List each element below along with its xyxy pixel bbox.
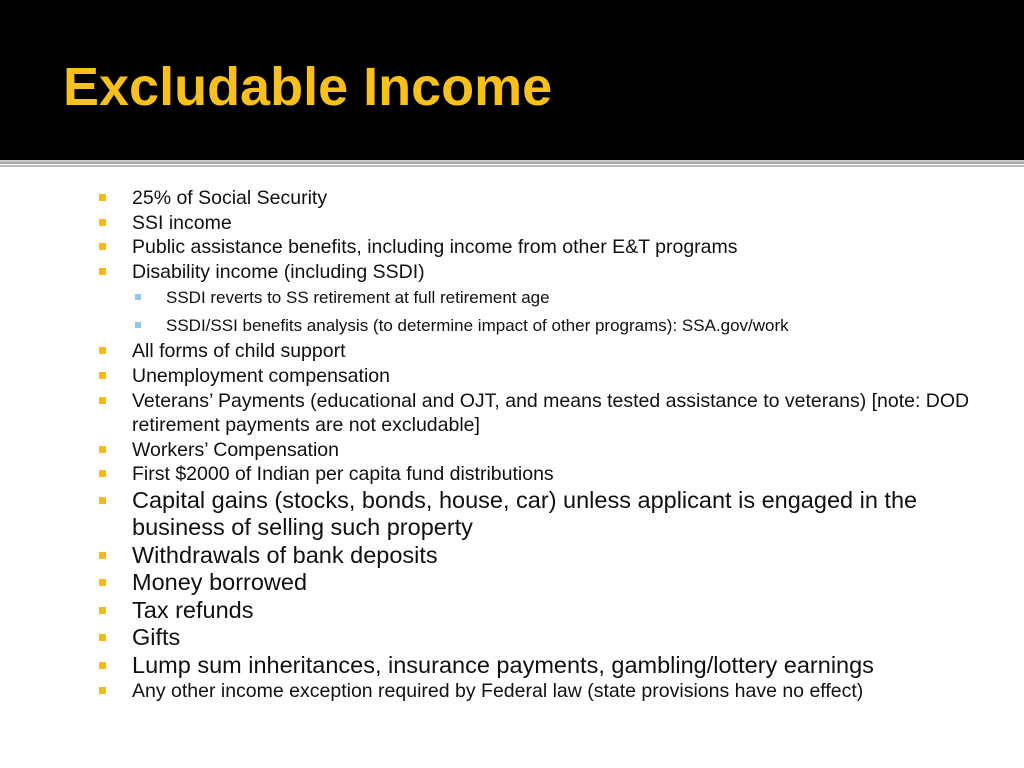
bullet-text: Any other income exception required by Federal law (state provisions have no effect) [132, 680, 864, 703]
bullet-item [96, 211, 996, 236]
bullet-item [96, 569, 996, 597]
square-bullet-icon [99, 219, 106, 226]
bullet-text: 25% of Social Security [132, 187, 328, 209]
sub-bullet-text: SSDI reverts to SS retirement at full retirement age [166, 288, 550, 308]
title-divider [0, 160, 1024, 164]
bullet-item [96, 462, 996, 487]
bullet-text: Withdrawals of bank deposits [132, 541, 438, 568]
bullet-item [96, 487, 996, 542]
title-divider-thin [0, 165, 1024, 167]
bullet-text: Veterans’ Payments (educational and OJT, and means tested assistance to veterans) [note: DOD retirement payments are not excludable] [132, 389, 970, 437]
bullet-text: Money borrowed [132, 569, 308, 596]
bullet-text: Disability income (including SSDI) [132, 260, 425, 283]
square-bullet-icon [99, 194, 106, 201]
square-bullet-icon [99, 552, 106, 559]
bullet-item [96, 438, 996, 463]
bullet-item [96, 597, 996, 625]
square-bullet-icon [99, 372, 106, 379]
bullet-item [96, 679, 996, 704]
square-sub-bullet-icon [135, 294, 141, 300]
square-bullet-icon [99, 397, 106, 404]
title-band [0, 0, 1024, 160]
bullet-item [96, 260, 996, 285]
bullet-item [96, 624, 996, 652]
bullet-item [96, 186, 996, 211]
bullet-item [96, 389, 996, 438]
sub-bullet-text: SSDI/SSI benefits analysis (to determine impact of other programs): SSA.gov/work [166, 315, 789, 335]
bullet-text: First $2000 of Indian per capita fund distributions [132, 463, 554, 486]
square-bullet-icon [99, 634, 106, 641]
bullet-text: Gifts [132, 624, 181, 651]
square-bullet-icon [99, 347, 106, 354]
square-sub-bullet-icon [135, 322, 141, 328]
sub-bullet-item [96, 284, 996, 312]
bullet-text: Lump sum inheritances, insurance payments, gambling/lottery earnings [132, 651, 874, 678]
bullet-item [96, 652, 996, 680]
square-bullet-icon [99, 607, 106, 614]
square-bullet-icon [99, 687, 106, 694]
square-bullet-icon [99, 243, 106, 250]
sub-bullet-item [96, 312, 996, 340]
square-bullet-icon [99, 446, 106, 453]
slide-title: Excludable Income [63, 57, 553, 117]
bullet-item [96, 364, 996, 389]
bullet-item [96, 542, 996, 570]
bullet-item [96, 235, 996, 260]
square-bullet-icon [99, 579, 106, 586]
bullet-text: Unemployment compensation [132, 364, 390, 387]
square-bullet-icon [99, 662, 106, 669]
bullet-text: Public assistance benefits, including income from other E&T programs [132, 236, 738, 259]
bullet-text: All forms of child support [132, 340, 346, 363]
square-bullet-icon [99, 470, 106, 477]
bullet-text: Capital gains (stocks, bonds, house, car) unless applicant is engaged in the business of selling such property [132, 486, 918, 541]
bullet-item [96, 339, 996, 364]
bullet-text: Tax refunds [132, 596, 254, 623]
bullet-list [96, 186, 996, 704]
square-bullet-icon [99, 268, 106, 275]
square-bullet-icon [99, 497, 106, 504]
bullet-text: SSI income [132, 211, 232, 234]
bullet-text: Workers’ Compensation [132, 438, 339, 461]
